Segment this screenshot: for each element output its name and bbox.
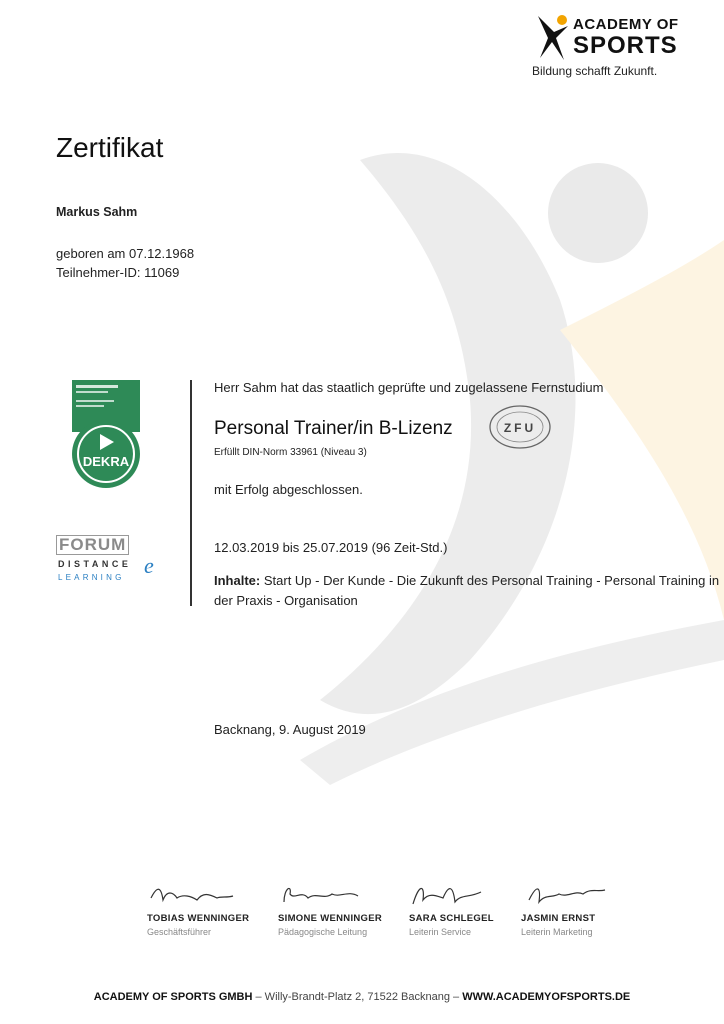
forum-logo-distance: DISTANCE	[58, 559, 132, 569]
participant-name: Markus Sahm	[56, 205, 138, 219]
handwritten-signature	[521, 880, 611, 908]
dekra-certification-badge	[70, 378, 142, 496]
contents-label: Inhalte:	[214, 573, 261, 588]
intro-text: Herr Sahm hat das staatlich geprüfte und zugelassene Fernstudium	[214, 380, 604, 395]
page-title: Zertifikat	[56, 132, 164, 163]
signer-role: Leiterin Service	[409, 927, 472, 937]
forum-logo-e: e	[144, 553, 154, 578]
course-contents	[214, 571, 724, 611]
birth-date: geboren am 07.12.1968	[56, 246, 195, 261]
forum-logo-learning: LEARNING	[58, 573, 125, 582]
signature-block	[521, 880, 641, 937]
athlete-icon	[534, 12, 574, 64]
academy-of-sports-logo	[528, 12, 698, 82]
completion-text: mit Erfolg abgeschlossen.	[214, 482, 363, 497]
zfu-label: ZFU	[503, 421, 537, 435]
course-dates: 12.03.2019 bis 25.07.2019 (96 Zeit-Std.)	[214, 540, 448, 555]
logo-text-sports: SPORTS	[573, 32, 678, 59]
footer-address: – Willy-Brandt-Platz 2, 71522 Backnang –	[252, 991, 463, 1003]
footer-website: WWW.ACADEMYOFSPORTS.DE	[462, 991, 631, 1003]
handwritten-signature	[409, 880, 499, 908]
participant-id: Teilnehmer-ID: 11069	[56, 265, 180, 280]
footer-company: ACADEMY OF SPORTS GMBH	[93, 991, 253, 1003]
zfu-seal	[488, 404, 552, 450]
signer-name: TOBIAS WENNINGER	[147, 913, 250, 924]
signature-block	[409, 880, 529, 937]
contents-text: Start Up - Der Kunde - Die Zukunft des Personal Training - Personal Training in der Praxis - Organisation	[214, 573, 720, 608]
signer-role: Pädagogische Leitung	[278, 927, 368, 937]
logo-text-academy-of: ACADEMY OF	[573, 16, 679, 33]
signer-name: SIMONE WENNINGER	[278, 913, 383, 924]
logo-tagline: Bildung schafft Zukunft.	[532, 64, 658, 78]
footer	[0, 991, 724, 1003]
dekra-label: DEKRA	[82, 454, 130, 469]
signer-role: Geschäftsführer	[147, 927, 212, 937]
course-title: Personal Trainer/in B-Lizenz	[214, 418, 453, 439]
din-norm-text: Erfüllt DIN-Norm 33961 (Niveau 3)	[214, 447, 367, 458]
signer-role: Leiterin Marketing	[521, 927, 593, 937]
place-and-date: Backnang, 9. August 2019	[214, 722, 366, 737]
handwritten-signature	[147, 880, 237, 908]
forum-distance-learning-logo	[56, 535, 162, 593]
vertical-divider	[190, 380, 192, 606]
signature-block	[147, 880, 267, 937]
signer-name: SARA SCHLEGEL	[409, 913, 494, 924]
signer-name: JASMIN ERNST	[521, 913, 596, 924]
handwritten-signature	[278, 880, 368, 908]
signature-block	[278, 880, 398, 937]
forum-logo-title: FORUM	[56, 535, 129, 555]
